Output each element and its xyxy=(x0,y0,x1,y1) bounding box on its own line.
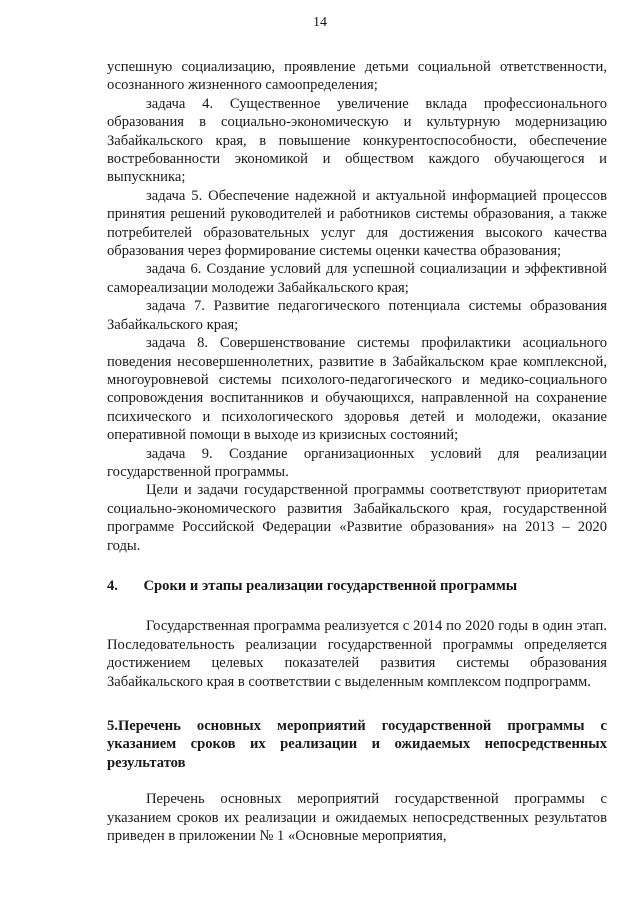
page-number: 14 xyxy=(313,15,327,30)
paragraph-task-5: задача 5. Обеспечение надежной и актуальной информацией процессов принятия решений руководителей и работников системы образования, а также потребителей образовательных услуг для достижения высокого качества образования через формирование системы оценки качества образования; xyxy=(107,187,607,260)
paragraph-goals: Цели и задачи государственной программы соответствуют приоритетам социально-экономического развития Забайкальского края, государственной программе Российской Федерации «Развитие образования» на 2013 – 2020 годы. xyxy=(107,482,607,554)
section-5-text: Перечень основных мероприятий государственной программы с указанием сроков их реализации и ожидаемых непосредственных результатов приведен в приложении № 1 «Основные мероприятия, xyxy=(107,791,607,845)
paragraph-task-6: задача 6. Создание условий для успешной социализации и эффективной самореализации молодежи Забайкальского края; xyxy=(107,261,607,296)
section-4-title: Сроки и этапы реализации государственной программы xyxy=(143,577,518,594)
paragraph-task-9: задача 9. Создание организационных условий для реализации государственной программы. xyxy=(107,445,607,480)
paragraph-task-4: задача 4. Существенное увеличение вклада профессионального образования в социально-экономическую и культурную модернизацию Забайкальского края, в повышение конкурентоспособности, обеспечение востребованности экономикой и обществом каждого обучающегося и выпускника; xyxy=(107,95,607,186)
section-4-text: Государственная программа реализуется с 2014 по 2020 годы в один этап. Последовательность реализации государственной программы определяется достижением целевых показателей развития системы образования Забайкальского края в соответствии с выделенным комплексом подпрограмм. xyxy=(107,618,607,690)
paragraph-task-7: задача 7. Развитие педагогического потенциала системы образования Забайкальского края; xyxy=(107,298,607,333)
paragraph-task-8: задача 8. Совершенствование системы профилактики асоциального поведения несовершеннолетних, развитие в Забайкальском крае комплексной, многоуровневой системы психолого-педагогического и медико-социального сопровождения воспитанников и обучающихся, направленной на сохранение психического и психологического здоровья детей и молодежи, оказание оперативной помощи в выходе из кризисных состояний; xyxy=(107,335,607,444)
paragraph-continuation: успешную социализацию, проявление детьми социальной ответственности, осознанного жизненного самоопределения; xyxy=(107,59,607,94)
section-4-number: 4. xyxy=(107,577,118,594)
section-5-title: Перечень основных мероприятий государственной программы с указанием сроков их реализации и ожидаемых непосредственных результатов xyxy=(107,718,607,771)
section-4-heading xyxy=(107,577,607,595)
document-body xyxy=(107,58,607,845)
section-5-heading xyxy=(107,717,607,772)
section-5-number: 5. xyxy=(107,718,118,734)
